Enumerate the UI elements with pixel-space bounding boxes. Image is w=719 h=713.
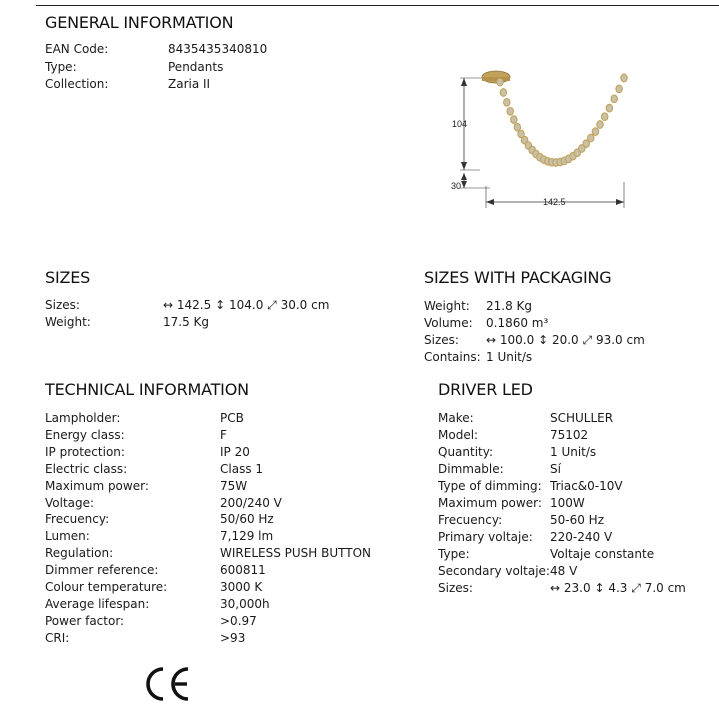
packaging-volume-value: 0.1860 m³ [486, 316, 549, 330]
arrow-down-icon [461, 162, 467, 170]
packaging-weight-label: Weight: [424, 299, 470, 313]
packaging-sizes-value [486, 332, 645, 349]
driver-label: Secondary voltaje: [438, 564, 550, 578]
sizes-heading: SIZES [45, 268, 91, 287]
technical-value: 50/60 Hz [220, 512, 274, 527]
general-label: EAN Code: [45, 42, 109, 56]
height-arrow-icon: ↕ [594, 581, 605, 595]
driver-height: 4.3 [608, 581, 628, 595]
driver-label: Type: [438, 547, 470, 561]
driver-label: Quantity: [438, 445, 494, 459]
driver-label: Model: [438, 428, 479, 442]
technical-value: 75W [220, 478, 248, 493]
driver-label: Type of dimming: [438, 479, 542, 493]
driver-label: Make: [438, 411, 474, 425]
height-label: 104 [452, 119, 468, 129]
technical-value: 7,129 lm [220, 529, 274, 544]
technical-value: PCB [220, 411, 244, 425]
bead-icon [597, 121, 603, 129]
bead-icon [511, 116, 517, 124]
packaging-heading: SIZES WITH PACKAGING [424, 268, 612, 287]
pendant-drawing [440, 60, 640, 220]
driver-label: Frecuency: [438, 513, 503, 527]
driver-value: SCHULLER [550, 411, 614, 425]
bead-icon [606, 104, 612, 112]
packaging-volume-label: Volume: [424, 316, 473, 330]
technical-label: Electric class: [45, 461, 128, 476]
packaging-weight-value: 21.8 Kg [486, 299, 533, 313]
technical-value: WIRELESS PUSH BUTTON [220, 546, 372, 561]
width-label: 142.5 [543, 197, 566, 207]
technical-value: >93 [220, 630, 246, 645]
technical-value: 600811 [220, 563, 266, 578]
technical-value: Class 1 [220, 461, 264, 476]
driver-value: Sí [550, 462, 561, 476]
bead-icon [588, 134, 594, 142]
driver-sizes-label: Sizes: [438, 581, 473, 595]
driver-value: 1 Unit/s [550, 445, 597, 459]
bead-icon [616, 85, 622, 93]
bead-icon [500, 89, 506, 97]
technical-label: Dimmer reference: [45, 563, 159, 578]
packaging-height: 20.0 [551, 333, 579, 347]
technical-label: IP protection: [45, 444, 125, 459]
driver-value: Voltaje constante [550, 547, 655, 561]
technical-value: IP 20 [220, 444, 250, 459]
technical-label: Lumen: [45, 529, 90, 544]
general-value: Pendants [168, 60, 224, 74]
bead-icon [611, 95, 617, 103]
sizes-depth: 30.0 cm [280, 298, 330, 312]
driver-value: 220-240 V [550, 530, 613, 544]
technical-value: 30,000h [220, 596, 270, 611]
sizes-width: 142.5 [176, 298, 212, 312]
general-label: Type: [45, 60, 77, 74]
driver-value: 100W [550, 496, 585, 510]
canopy-label: 30 [451, 181, 462, 191]
canopy-base [482, 77, 510, 81]
technical-value: 3000 K [220, 580, 263, 594]
technical-label: Average lifespan: [45, 596, 150, 611]
top-rule [36, 5, 719, 6]
depth-arrow-icon: ⤢ [582, 333, 593, 347]
general-label: Collection: [45, 77, 109, 91]
general-value: 8435435340810 [168, 42, 268, 56]
technical-label: Colour temperature: [45, 580, 168, 594]
driver-depth: 7.0 cm [644, 581, 686, 595]
width-arrow-icon: ↔ [550, 581, 561, 595]
technical-label: CRI: [45, 630, 70, 645]
driver-label: Primary voltaje: [438, 530, 533, 544]
bead-icon [592, 128, 598, 136]
bead-chain [497, 74, 627, 166]
general-information-heading: GENERAL INFORMATION [45, 13, 234, 32]
packaging-width: 100.0 [499, 333, 535, 347]
general-value: Zaria II [168, 77, 211, 91]
weight-value: 17.5 Kg [163, 315, 210, 329]
driver-value: Triac&0-10V [550, 479, 623, 493]
bead-icon [621, 74, 627, 82]
bead-icon [504, 99, 510, 107]
technical-value: F [220, 427, 227, 442]
sizes-label: Sizes: [45, 298, 80, 312]
bead-icon [497, 78, 503, 86]
ce-mark-icon [146, 666, 192, 702]
height-arrow-icon: ↕ [538, 333, 549, 347]
technical-label: Lampholder: [45, 411, 121, 425]
technical-label: Energy class: [45, 427, 125, 442]
driver-label: Dimmable: [438, 462, 504, 476]
technical-value: 200/240 V [220, 495, 282, 510]
packaging-depth: 93.0 cm [595, 333, 645, 347]
driver-sizes-value [550, 580, 686, 597]
technical-information-heading: TECHNICAL INFORMATION [45, 380, 249, 399]
driver-value: 50-60 Hz [550, 513, 605, 527]
technical-value: >0.97 [220, 613, 257, 628]
packaging-contains-label: Contains: [424, 350, 481, 364]
driver-label: Maximum power: [438, 496, 542, 510]
driver-value: 48 V [550, 564, 578, 578]
technical-label: Maximum power: [45, 478, 149, 493]
driver-width: 23.0 [563, 581, 591, 595]
technical-label: Power factor: [45, 613, 125, 628]
technical-label: Frecuency: [45, 512, 110, 527]
bead-icon [602, 113, 608, 121]
arrow-up-icon [461, 78, 467, 86]
technical-label: Regulation: [45, 546, 114, 561]
depth-arrow-icon: ⤢ [267, 298, 277, 312]
depth-arrow-icon: ⤢ [631, 581, 641, 595]
height-arrow-icon: ↕ [215, 298, 226, 312]
technical-label: Voltage: [45, 495, 95, 510]
bead-icon [507, 108, 513, 116]
packaging-sizes-label: Sizes: [424, 333, 459, 347]
width-arrow-icon: ↔ [486, 333, 497, 347]
packaging-contains-value: 1 Unit/s [486, 350, 533, 364]
weight-label: Weight: [45, 315, 91, 329]
driver-led-heading: DRIVER LED [438, 380, 533, 399]
sizes-height: 104.0 [228, 298, 264, 312]
width-arrow-icon: ↔ [163, 298, 174, 312]
sizes-value [163, 297, 329, 314]
driver-value: 75102 [550, 428, 589, 442]
